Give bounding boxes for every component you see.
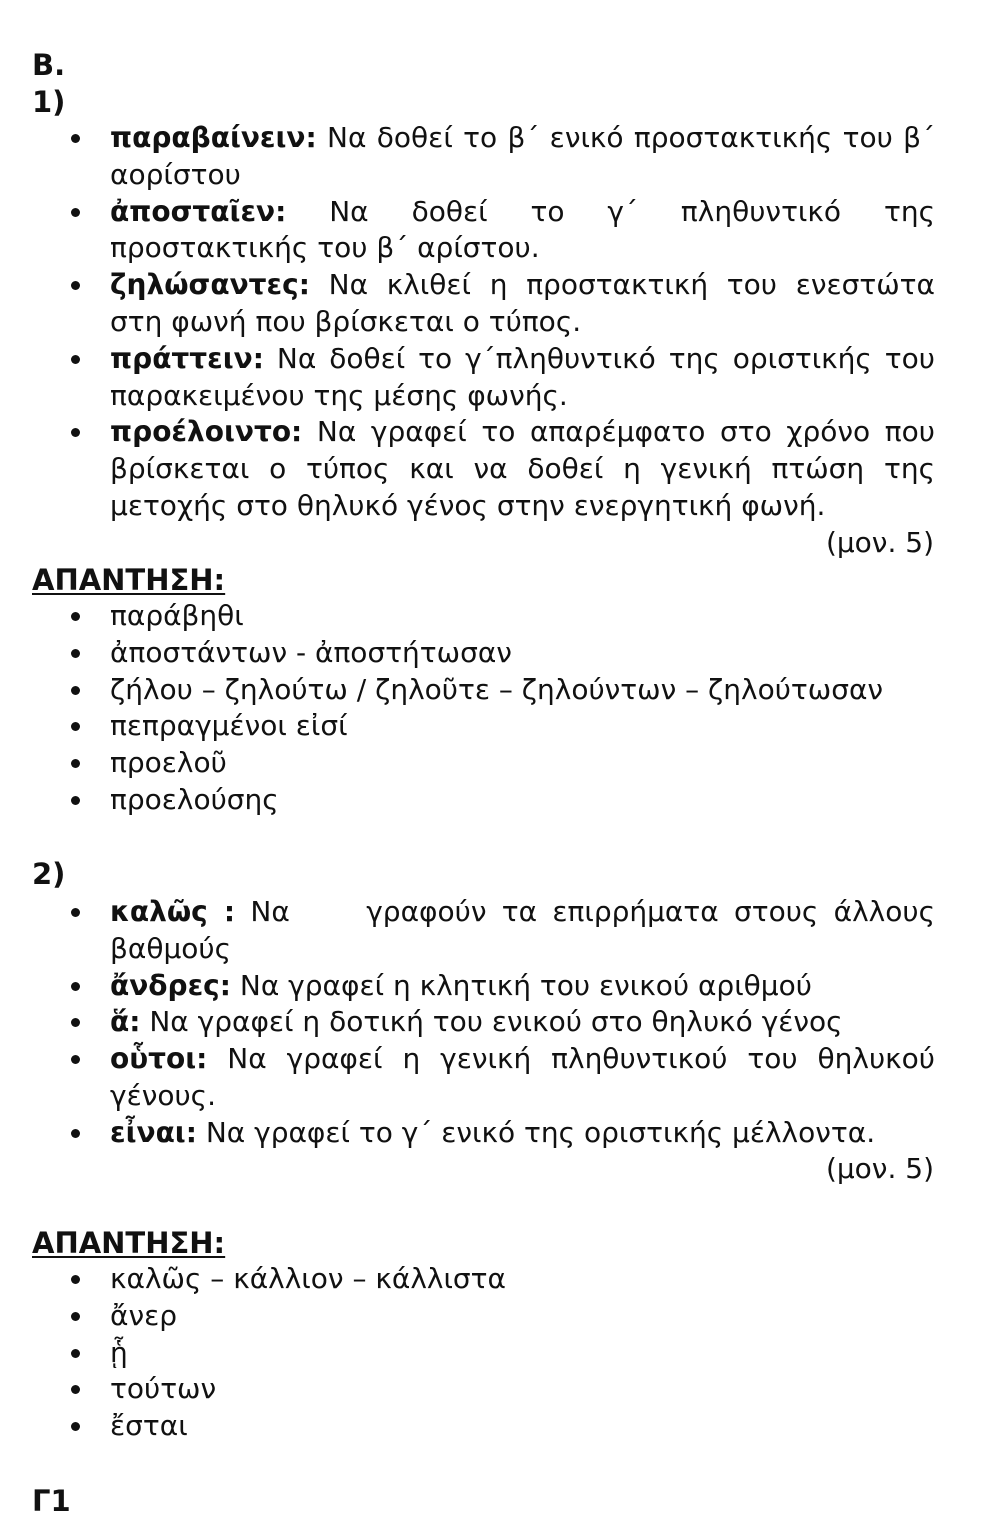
part-2-answer-list [0, 1261, 984, 1445]
question-item [0, 1115, 935, 1152]
part-2-answer-title: ΑΠΑΝΤΗΣΗ: [32, 1226, 226, 1260]
question-term: ἄνδρες: [110, 968, 231, 1002]
part-2-question-list [0, 894, 984, 1152]
answer-item: προελούσης [0, 782, 935, 819]
question-text: Να κλιθεί η προστακτική του ενεστώτα στη φωνή που βρίσκεται ο τύπος. [110, 268, 935, 338]
part-1-answer-title: ΑΠΑΝΤΗΣΗ: [32, 563, 226, 597]
question-item [0, 968, 935, 1005]
answer-item: παράβηθι [0, 598, 935, 635]
answer-item: ᾗ [0, 1335, 935, 1372]
question-text: Να δοθεί το γ΄ πληθυντικό της προστακτικής του β΄ αρίστου. [110, 194, 935, 265]
question-item [0, 1004, 935, 1041]
part-1-marks: (μον. 5) [825, 526, 934, 559]
section-heading-b: Β. [32, 48, 66, 82]
question-term: ἀποσταῖεν: [110, 194, 287, 228]
question-text: Να γραφεί η γενική πληθυντικού του θηλυκού γένους. [110, 1042, 935, 1112]
question-term: οὗτοι: [110, 1042, 208, 1076]
answer-item: καλῶς – κάλλιον – κάλλιστα [0, 1261, 935, 1298]
question-text: Να γραφεί το απαρέμφατο στο χρόνο που βρίσκεται ο τύπος και να δοθεί η γενική πτώση της μετοχής στο θηλυκό γένος στην ενεργητική φωνή. [110, 415, 935, 522]
answer-item: ζήλου – ζηλούτω / ζηλοῦτε – ζηλούντων – ζηλούτωσαν [0, 672, 935, 709]
question-text: Να γραφούν τα επιρρήματα στους άλλους βαθμούς [110, 895, 944, 965]
question-text: Να δοθεί το β΄ ενικό προστακτικής του β΄ αορίστου [110, 121, 935, 191]
question-item [0, 1041, 935, 1115]
question-term: ἅ: [110, 1005, 141, 1039]
question-text: Να δοθεί το γ΄πληθυντικό της οριστικής του παρακειμένου της μέσης φωνής. [110, 341, 935, 412]
answer-item: πεπραγμένοι εἰσί [0, 708, 935, 745]
question-item [0, 414, 935, 524]
question-term: καλῶς : [110, 895, 236, 928]
answer-item: ἀποστάντων - ἀποστήτωσαν [0, 635, 935, 672]
section-heading-g1: Γ1 [32, 1484, 71, 1518]
part-1-question-list [0, 120, 984, 525]
question-term: παραβαίνειν: [110, 121, 317, 154]
question-term: πράττειν: [110, 341, 264, 375]
part-1-answer-list [0, 598, 984, 819]
question-term: ζηλώσαντες: [110, 268, 310, 302]
part-2-marks: (μον. 5) [825, 1152, 934, 1185]
question-item [0, 194, 935, 268]
question-term: προέλοιντο: [110, 415, 303, 449]
question-item [0, 894, 944, 968]
question-item [0, 267, 935, 341]
question-text: Να γραφεί η δοτική του ενικού στο θηλυκό γένος [140, 1005, 843, 1039]
part-1-label: 1) [32, 85, 66, 119]
question-term: εἶναι: [110, 1115, 197, 1149]
answer-item: ἄνερ [0, 1298, 935, 1335]
question-text: Να γραφεί το γ΄ ενικό της οριστικής μέλλοντα. [196, 1115, 876, 1149]
question-text: Να γραφεί η κλητική του ενικού αριθμού [230, 968, 812, 1002]
answer-item: προελοῦ [0, 745, 935, 782]
answer-item: ἔσται [0, 1408, 935, 1445]
question-item [0, 341, 935, 415]
part-2-label: 2) [32, 857, 66, 891]
question-item [0, 120, 935, 194]
answer-item: τούτων [0, 1371, 935, 1408]
